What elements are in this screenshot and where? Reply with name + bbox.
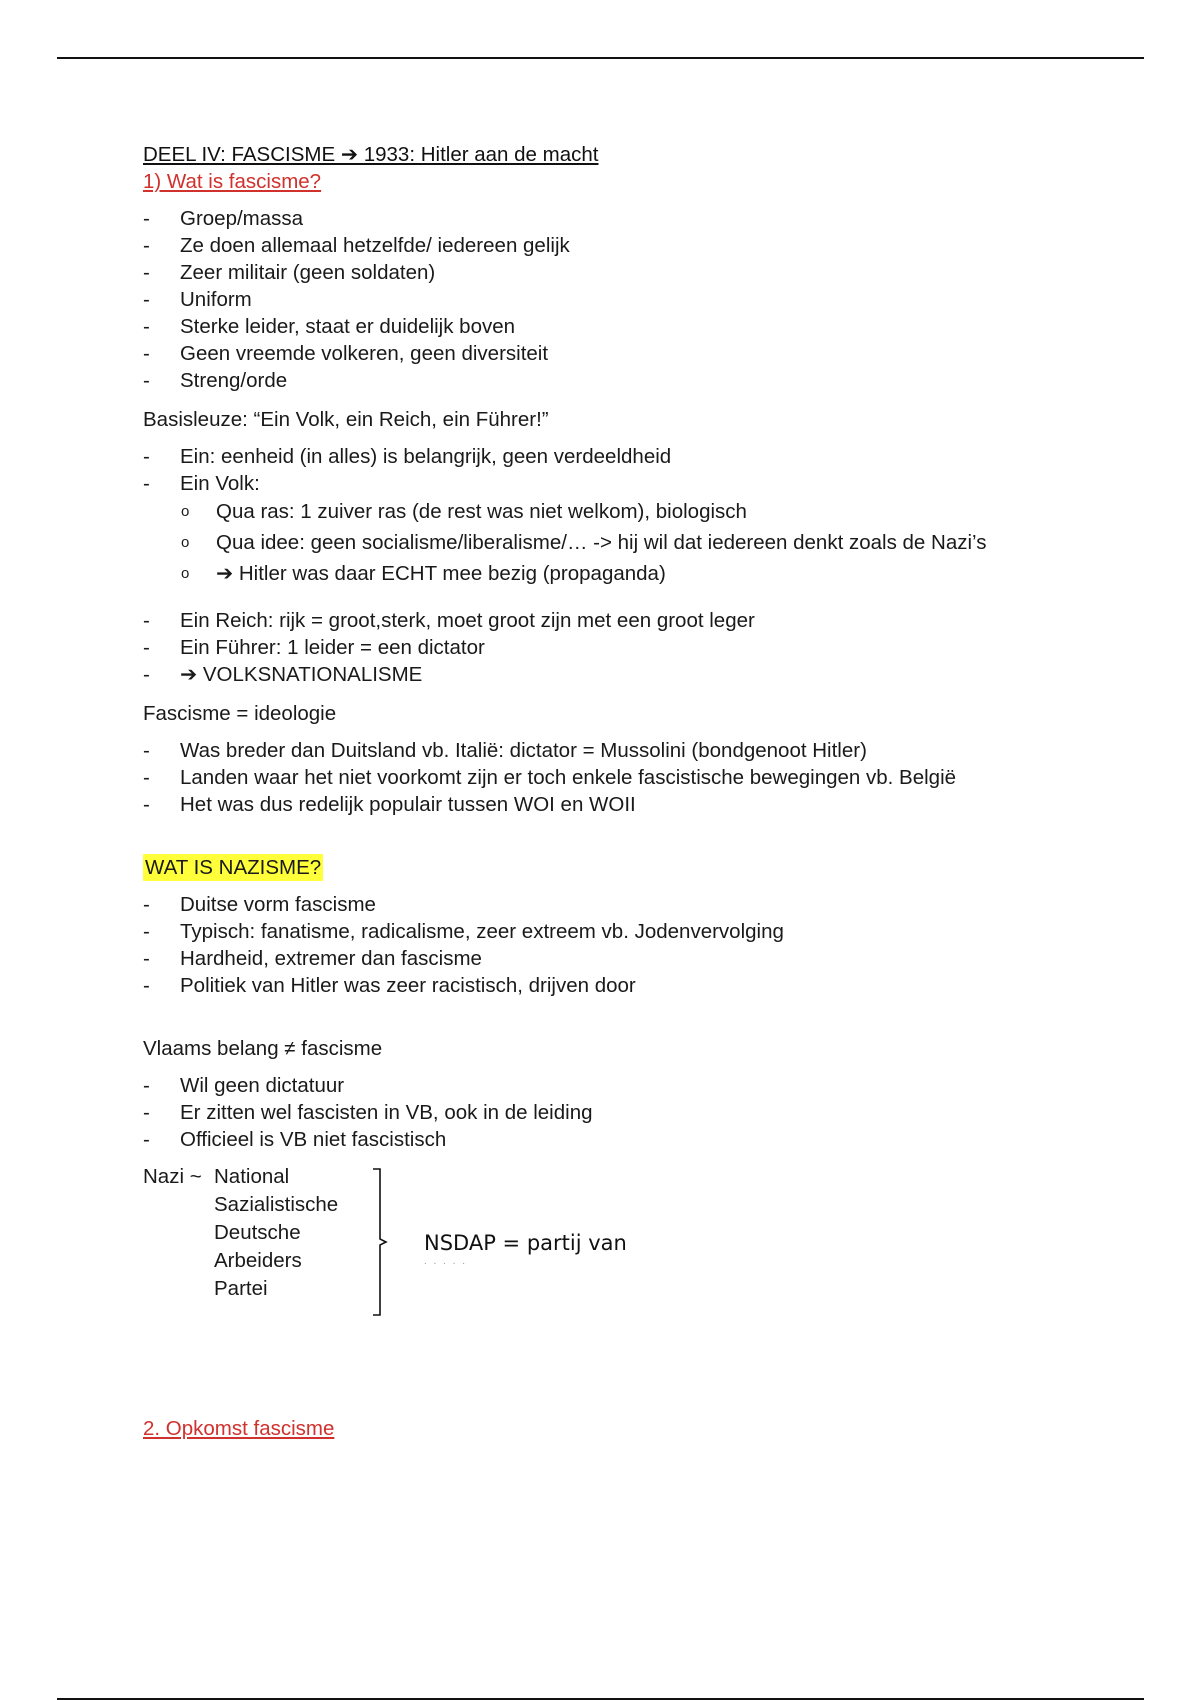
spacer (143, 1323, 1043, 1415)
list-item: - Groep/massa (143, 205, 1043, 232)
right-brace-icon (371, 1167, 411, 1317)
nazi-acronym-words (214, 1163, 338, 1303)
list-item: - Landen waar het niet voorkomt zijn er toch enkele fascistische bewegingen vb. België (143, 764, 1043, 791)
acronym-word: Deutsche (214, 1221, 301, 1244)
list-item: - Ze doen allemaal hetzelfde/ iedereen gelijk (143, 232, 1043, 259)
list-item: - Streng/orde (143, 367, 1043, 394)
list-item: o Qua ras: 1 zuiver ras (de rest was niet welkom), biologisch (143, 498, 1043, 525)
list-item: - Het was dus redelijk populair tussen WOI en WOII (143, 791, 1043, 818)
nazism-heading-wrap (143, 854, 1043, 881)
acronym-word: National (214, 1165, 290, 1188)
list-item: - Ein Reich: rijk = groot,sterk, moet groot zijn met een groot leger (143, 607, 1043, 634)
nazi-label: Nazi ~ (143, 1165, 202, 1188)
volk-label: Ein Volk: (180, 472, 260, 495)
slogan-line: Basisleuze: “Ein Volk, ein Reich, ein Führer!” (143, 408, 549, 431)
list-item: - Hardheid, extremer dan fascisme (143, 945, 1043, 972)
acronym-word: Partei (214, 1277, 268, 1300)
subheading-rise-of-fascism: 2. Opkomst fascisme (143, 1417, 335, 1440)
list-item: - Geen vreemde volkeren, geen diversiteit (143, 340, 1043, 367)
list-item: - Duitse vorm fascisme (143, 891, 1043, 918)
list-item: o ➔ Hitler was daar ECHT mee bezig (propaganda) (143, 560, 1043, 587)
nazi-acronym-block (143, 1163, 1043, 1323)
list-item-volk (143, 470, 1043, 497)
nazism-points-list (143, 891, 1043, 999)
slogan-points-list (143, 443, 1043, 497)
vlaams-belang-points-list (143, 1072, 1043, 1153)
fascism-traits-list (143, 205, 1043, 394)
document-body (143, 141, 1043, 1442)
list-item: - Uniform (143, 286, 1043, 313)
list-item: - Zeer militair (geen soldaten) (143, 259, 1043, 286)
list-item: - Ein: eenheid (in alles) is belangrijk, geen verdeeldheid (143, 443, 1043, 470)
acronym-word: Sazialistische (214, 1193, 339, 1216)
list-item: - Typisch: fanatisme, radicalisme, zeer extreem vb. Jodenvervolging (143, 918, 1043, 945)
ideology-points-list (143, 737, 1043, 818)
list-item: - Er zitten wel fascisten in VB, ook in de leiding (143, 1099, 1043, 1126)
list-item: - Officieel is VB niet fascistisch (143, 1126, 1043, 1153)
acronym-word: Arbeiders (214, 1249, 302, 1272)
nsdap-note: NSDAP = partij van (424, 1231, 627, 1255)
slogan-points-list-continued (143, 607, 1043, 688)
nazism-heading: WAT IS NAZISME? (145, 856, 322, 879)
volk-subpoints-list (143, 498, 1043, 587)
cut-off-text-fragment: . . . . . (424, 1259, 468, 1265)
spacer (143, 999, 1043, 1023)
spacer (143, 818, 1043, 842)
list-item: - Politiek van Hitler was zeer racistisch, drijven door (143, 972, 1043, 999)
list-item: - Sterke leider, staat er duidelijk boven (143, 313, 1043, 340)
list-item: - Ein Führer: 1 leider = een dictator (143, 634, 1043, 661)
ideology-line: Fascisme = ideologie (143, 702, 337, 725)
top-divider (57, 57, 1144, 59)
section-title: DEEL IV: FASCISME ➔ 1933: Hitler aan de macht (143, 143, 599, 166)
list-item: - Wil geen dictatuur (143, 1072, 1043, 1099)
list-item: - ➔ VOLKSNATIONALISME (143, 661, 1043, 688)
vlaams-belang-line: Vlaams belang ≠ fascisme (143, 1037, 383, 1060)
list-item: o Qua idee: geen socialisme/liberalisme/… -> hij wil dat iedereen denkt zoals de Nazi’s (143, 529, 1043, 556)
subheading-what-is-fascism: 1) Wat is fascisme? (143, 170, 322, 193)
list-item: - Was breder dan Duitsland vb. Italië: dictator = Mussolini (bondgenoot Hitler) (143, 737, 1043, 764)
